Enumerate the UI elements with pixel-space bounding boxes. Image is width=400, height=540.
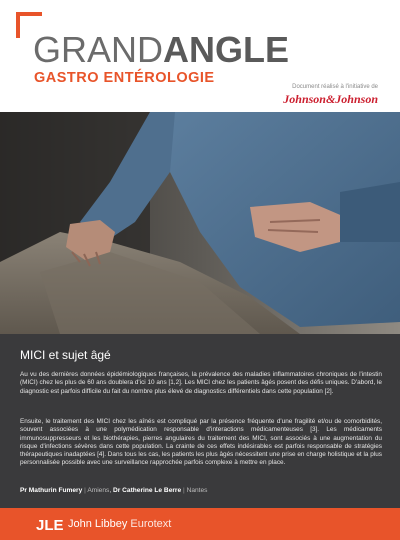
initiative-note: Document réalisé à l'initiative de [292,84,378,90]
cover-photo [0,112,400,334]
article-title: MICI et sujet âgé [20,348,111,362]
author-2-name: Dr Catherine Le Berre [113,487,182,494]
sponsor-logo: Johnson&Johnson [283,92,378,106]
article-paragraph-1: Au vu des dernières données épidémiologiques françaises, la prévalence des maladies inflammatoires chroniques de l'intestin (MICI) chez les plus de 60 ans doublera d'ici 10 ans [1,2]. Les MICI chez les patients âgés posent des défis uniques. D'abord, le diagnostic est parfois difficile du fait du nombre plus élevé de diagnostics différentiels dans cette population [2]. [20,371,382,395]
article-paragraph-2: Ensuite, le traitement des MICI chez les aînés est compliqué par la présence fréquente d'une fragilité et/ou de comorbidités, souvent associées à une polymédication responsable d'interactions médicamenteuses [3]. Les médicaments immunosuppresseurs et les biothérapies, pierres angulaires du traitement des MICI, sont associés à une augmentation du risque d'infections sévères dans cette population. La crainte de ces effets indésirables est parfois responsable de stratégies thérapeutiques inadaptées [4]. Dans tous les cas, les patients les plus âgés nécessitent une prise en charge holistique et la plus personnalisée possible avec une surveillance rapprochée parfois complexe à mettre en place. [20,418,382,467]
separator: | [183,487,185,494]
publisher-name [68,517,171,531]
magazine-subtitle: GASTRO ENTÉROLOGIE [34,70,215,86]
publisher-name-light: Eurotext [130,518,172,530]
title-angle: ANGLE [163,29,290,70]
magazine-title [33,30,289,70]
article-section [0,334,400,508]
title-grand: GRAND [33,29,164,70]
cover-header [0,0,400,112]
author-2-place: Nantes [186,487,208,494]
author-1-name: Pr Mathurin Fumery [20,487,83,494]
separator: | [84,487,86,494]
jle-logo-icon [36,514,64,534]
authors-line: Pr Mathurin Fumery | Amiens, Dr Catherine Le Berre | Nantes [20,487,208,494]
svg-text:JLE: JLE [36,517,64,534]
author-1-place: Amiens [87,487,110,494]
publisher-name-bold: John Libbey [68,518,128,530]
publisher-footer [0,508,400,540]
